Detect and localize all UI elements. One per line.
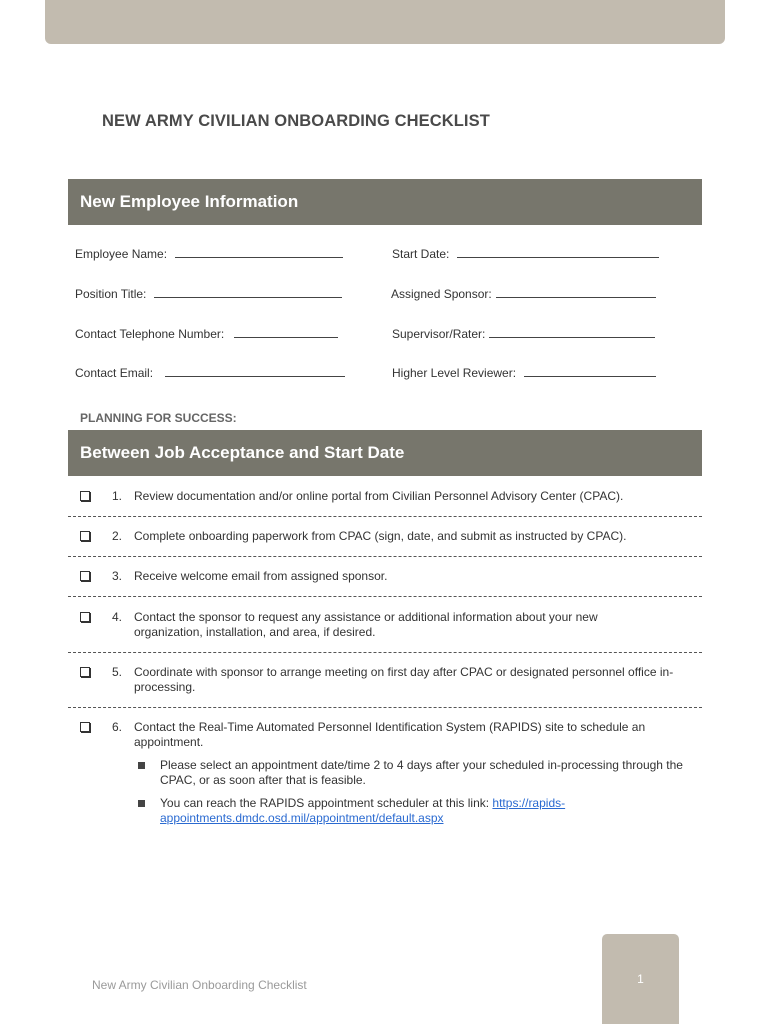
position-title-label: Position Title: bbox=[75, 287, 147, 301]
field-row-4 bbox=[75, 364, 675, 384]
rapids-appointment-link[interactable]: https://rapids-appointments.dmdc.osd.mil/appointment/default.aspx bbox=[160, 796, 566, 825]
assigned-sponsor-field[interactable] bbox=[391, 285, 656, 301]
checkbox-4[interactable] bbox=[80, 612, 90, 622]
sub-bullet-text-2 bbox=[160, 796, 700, 826]
assigned-sponsor-label: Assigned Sponsor: bbox=[391, 287, 492, 301]
contact-telephone-field[interactable] bbox=[75, 325, 338, 341]
item-number-3: 3. bbox=[112, 569, 123, 583]
higher-level-reviewer-label: Higher Level Reviewer: bbox=[392, 366, 517, 380]
higher-level-reviewer-input[interactable] bbox=[524, 364, 656, 377]
start-date-input[interactable] bbox=[457, 245, 659, 258]
item-text-4: Contact the sponsor to request any assistance or additional information about your new organization, installation, and area, if desired. bbox=[134, 610, 598, 639]
acceptance-section-header: Between Job Acceptance and Start Date bbox=[68, 430, 702, 476]
contact-email-input[interactable] bbox=[165, 364, 345, 377]
item-number-6: 6. bbox=[112, 720, 123, 734]
page-number-tab bbox=[602, 934, 679, 1024]
employee-info-header: New Employee Information bbox=[68, 179, 702, 225]
field-row-1 bbox=[75, 245, 675, 265]
item-text-5: Coordinate with sponsor to arrange meeting on first day after CPAC or designated personnel office in-processing. bbox=[134, 665, 674, 694]
employee-name-field[interactable] bbox=[75, 245, 343, 261]
position-title-field[interactable] bbox=[75, 285, 342, 301]
item-number-5: 5. bbox=[112, 665, 123, 679]
item-divider bbox=[68, 596, 702, 597]
checkbox-5[interactable] bbox=[80, 667, 90, 677]
assigned-sponsor-input[interactable] bbox=[496, 285, 656, 298]
supervisor-rater-field[interactable] bbox=[392, 325, 655, 341]
item-divider bbox=[68, 707, 702, 708]
item-text-2: Complete onboarding paperwork from CPAC (sign, date, and submit as instructed by CPAC). bbox=[134, 529, 627, 543]
sub-bullet-text-2-prefix: You can reach the RAPIDS appointment scheduler at this link: bbox=[160, 796, 493, 810]
contact-email-label: Contact Email: bbox=[75, 366, 154, 380]
field-row-3 bbox=[75, 325, 675, 345]
item-number-1: 1. bbox=[112, 489, 123, 503]
position-title-input[interactable] bbox=[154, 285, 342, 298]
item-number-4: 4. bbox=[112, 610, 123, 624]
top-decorative-band bbox=[45, 0, 725, 44]
document-title: NEW ARMY CIVILIAN ONBOARDING CHECKLIST bbox=[102, 112, 490, 130]
supervisor-rater-label: Supervisor/Rater: bbox=[392, 327, 486, 341]
footer-title: New Army Civilian Onboarding Checklist bbox=[92, 978, 307, 992]
checkbox-6[interactable] bbox=[80, 722, 90, 732]
field-row-2 bbox=[75, 285, 675, 305]
supervisor-rater-input[interactable] bbox=[489, 325, 655, 338]
item-text-3: Receive welcome email from assigned sponsor. bbox=[134, 569, 388, 583]
item-divider bbox=[68, 652, 702, 653]
square-bullet-icon bbox=[138, 800, 145, 807]
square-bullet-icon bbox=[138, 762, 145, 769]
page-number: 1 bbox=[637, 972, 644, 986]
item-text-6: Contact the Real-Time Automated Personnel Identification System (RAPIDS) site to schedule an appointment. bbox=[134, 720, 646, 749]
sub-bullet-text-1: Please select an appointment date/time 2 to 4 days after your scheduled in-processing through the CPAC, or as soon after that is feasible. bbox=[160, 758, 683, 787]
start-date-field[interactable] bbox=[392, 245, 659, 261]
employee-name-input[interactable] bbox=[175, 245, 343, 258]
item-number-2: 2. bbox=[112, 529, 123, 543]
higher-level-reviewer-field[interactable] bbox=[392, 364, 656, 380]
item-divider bbox=[68, 516, 702, 517]
item-text-1: Review documentation and/or online portal from Civilian Personnel Advisory Center (CPAC). bbox=[134, 489, 624, 503]
contact-email-field[interactable] bbox=[75, 364, 345, 380]
checkbox-1[interactable] bbox=[80, 491, 90, 501]
employee-name-label: Employee Name: bbox=[75, 247, 168, 261]
planning-label: PLANNING FOR SUCCESS: bbox=[80, 411, 237, 425]
start-date-label: Start Date: bbox=[392, 247, 450, 261]
checkbox-2[interactable] bbox=[80, 531, 90, 541]
item-divider bbox=[68, 556, 702, 557]
contact-telephone-input[interactable] bbox=[234, 325, 338, 338]
contact-telephone-label: Contact Telephone Number: bbox=[75, 327, 225, 341]
checkbox-3[interactable] bbox=[80, 571, 90, 581]
